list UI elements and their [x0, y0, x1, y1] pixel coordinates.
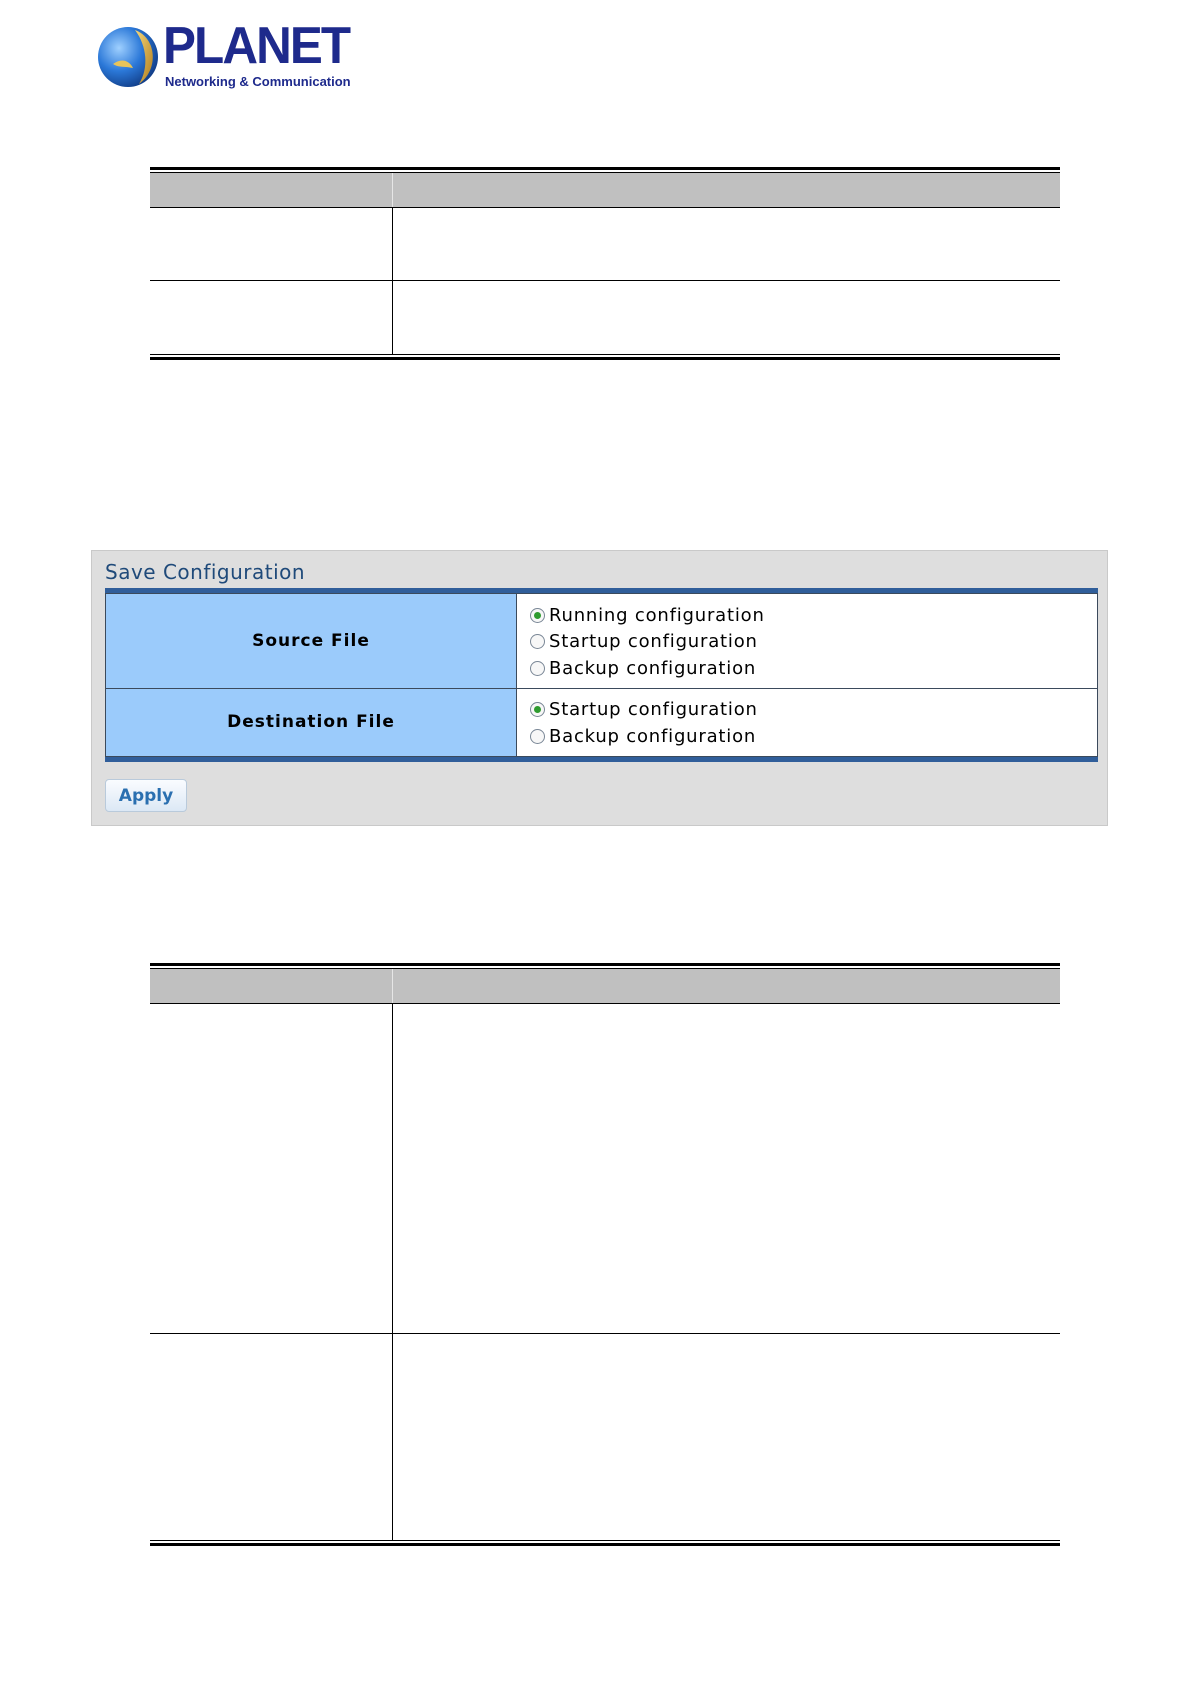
top-description-table: [150, 167, 1060, 360]
globe-icon: [95, 24, 161, 90]
destination-option-backup[interactable]: [530, 723, 1097, 750]
destination-file-label: Destination File: [106, 688, 517, 756]
table-cell: [150, 1004, 393, 1334]
table-cell: [393, 281, 1061, 354]
radio-unselected-icon[interactable]: [530, 729, 545, 744]
destination-option-startup[interactable]: [530, 697, 1097, 724]
option-label: Backup configuration: [549, 657, 757, 679]
source-file-options: [517, 594, 1098, 689]
table-cell: [393, 1004, 1061, 1334]
table-header-cell: [150, 969, 393, 1004]
table-header-cell: [393, 969, 1061, 1004]
table-cell: [393, 208, 1061, 281]
option-label: Running configuration: [549, 604, 765, 626]
logo-brand-text: PLANET: [163, 17, 350, 75]
table-cell: [150, 208, 393, 281]
source-file-label: Source File: [106, 594, 517, 689]
option-label: Startup configuration: [549, 631, 758, 653]
table-header-cell: [393, 173, 1061, 208]
planet-logo: [95, 17, 351, 92]
config-table: [105, 588, 1098, 762]
radio-unselected-icon[interactable]: [530, 634, 545, 649]
radio-unselected-icon[interactable]: [530, 661, 545, 676]
option-label: Backup configuration: [549, 725, 757, 747]
option-label: Startup configuration: [549, 699, 758, 721]
destination-file-options: [517, 688, 1098, 756]
source-option-startup[interactable]: [530, 629, 1097, 656]
apply-button[interactable]: Apply: [105, 779, 187, 812]
table-cell: [150, 1334, 393, 1540]
logo-tagline: Networking & Communication: [165, 74, 351, 89]
source-option-backup[interactable]: [530, 655, 1097, 682]
table-cell: [150, 281, 393, 354]
source-option-running[interactable]: [530, 602, 1097, 629]
table-cell: [393, 1334, 1061, 1540]
radio-selected-icon[interactable]: [530, 702, 545, 717]
radio-selected-icon[interactable]: [530, 608, 545, 623]
save-configuration-panel: [91, 550, 1108, 826]
panel-title: Save Configuration: [105, 560, 306, 584]
table-header-cell: [150, 173, 393, 208]
bottom-description-table: [150, 963, 1060, 1546]
